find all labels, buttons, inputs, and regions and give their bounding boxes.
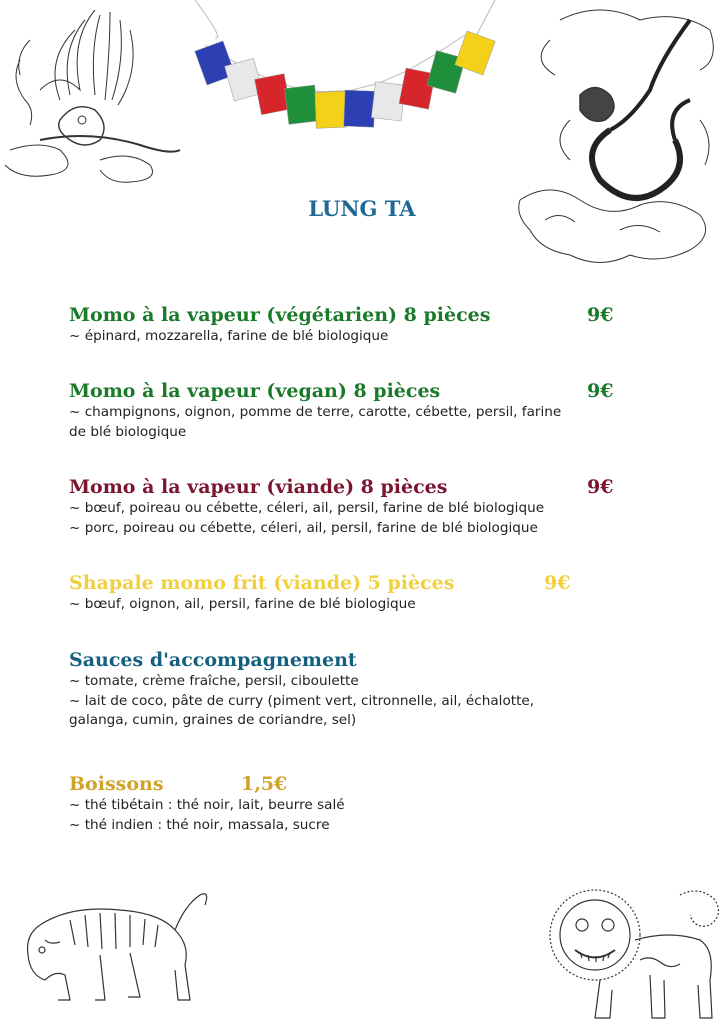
- prayer-flag: [315, 91, 346, 128]
- menu-item-price: 9€: [544, 572, 571, 594]
- description-line: ~ épinard, mozzarella, farine de blé biologique: [69, 328, 389, 344]
- description-line: ~ bœuf, poireau ou cébette, céleri, ail, persil, farine de blé biologique: [69, 500, 545, 516]
- description-line: ~ porc, poireau ou cébette, céleri, ail, persil, farine de blé biologique: [69, 519, 538, 536]
- menu-item-name: Momo à la vapeur (viande) 8 pièces: [69, 476, 448, 498]
- menu-item-momo-vegan: [69, 379, 669, 442]
- description-line: ~ thé tibétain : thé noir, lait, beurre salé: [69, 797, 345, 813]
- prayer-flags: [185, 0, 505, 140]
- menu-item-heading: [69, 379, 669, 403]
- menu-item-price: 9€: [587, 380, 614, 402]
- menu-item-description: [69, 499, 669, 538]
- menu-item-name: Momo à la vapeur (végétarien) 8 pièces: [69, 304, 491, 326]
- description-line: ~ thé indien : thé noir, massala, sucre: [69, 816, 330, 833]
- menu-item-description: [69, 595, 669, 615]
- page-title: LUNG TA: [308, 196, 416, 221]
- sauces-section: [69, 648, 669, 731]
- menu-item-shapale: [69, 571, 669, 615]
- menu-item-heading: [69, 303, 669, 327]
- sauces-heading: Sauces d'accompagnement: [69, 649, 357, 671]
- menu-item-heading: [69, 571, 669, 595]
- flag-string-left: [195, 0, 218, 38]
- flag-string-right: [475, 0, 495, 38]
- prayer-flag: [344, 90, 375, 127]
- menu-item-heading: [69, 475, 669, 499]
- description-line: de blé biologique: [69, 423, 187, 440]
- menu-item-price: 9€: [587, 476, 614, 498]
- tiger-illustration: [10, 885, 220, 1020]
- description-line: galanga, cumin, graines de coriandre, sel): [69, 712, 357, 728]
- sauces-description: [69, 672, 669, 731]
- drinks-price: 1,5€: [241, 773, 288, 795]
- description-line: ~ lait de coco, pâte de curry (piment vert, citronnelle, ail, échalotte,: [69, 692, 535, 709]
- menu-item-name: Momo à la vapeur (vegan) 8 pièces: [69, 380, 441, 402]
- drinks-heading: [69, 772, 669, 796]
- description-line: ~ champignons, oignon, pomme de terre, carotte, cébette, persil, farine: [69, 404, 562, 420]
- drinks-section: [69, 772, 669, 835]
- description-line: ~ bœuf, oignon, ail, persil, farine de blé biologique: [69, 596, 416, 612]
- menu-item-momo-vegetarian: [69, 303, 669, 347]
- dragon-illustration: [500, 0, 724, 280]
- menu-item-description: [69, 327, 669, 347]
- menu-item-name: Shapale momo frit (viande) 5 pièces: [69, 572, 455, 594]
- drinks-description: [69, 796, 669, 835]
- menu-item-description: [69, 403, 669, 442]
- garuda-illustration: [0, 0, 185, 190]
- snow-lion-illustration: [540, 880, 724, 1024]
- menu-item-price: 9€: [587, 304, 614, 326]
- menu-item-momo-meat: [69, 475, 669, 538]
- description-line: ~ tomate, crème fraîche, persil, ciboulette: [69, 673, 359, 689]
- prayer-flag: [285, 85, 319, 124]
- drinks-name: Boissons: [69, 773, 164, 795]
